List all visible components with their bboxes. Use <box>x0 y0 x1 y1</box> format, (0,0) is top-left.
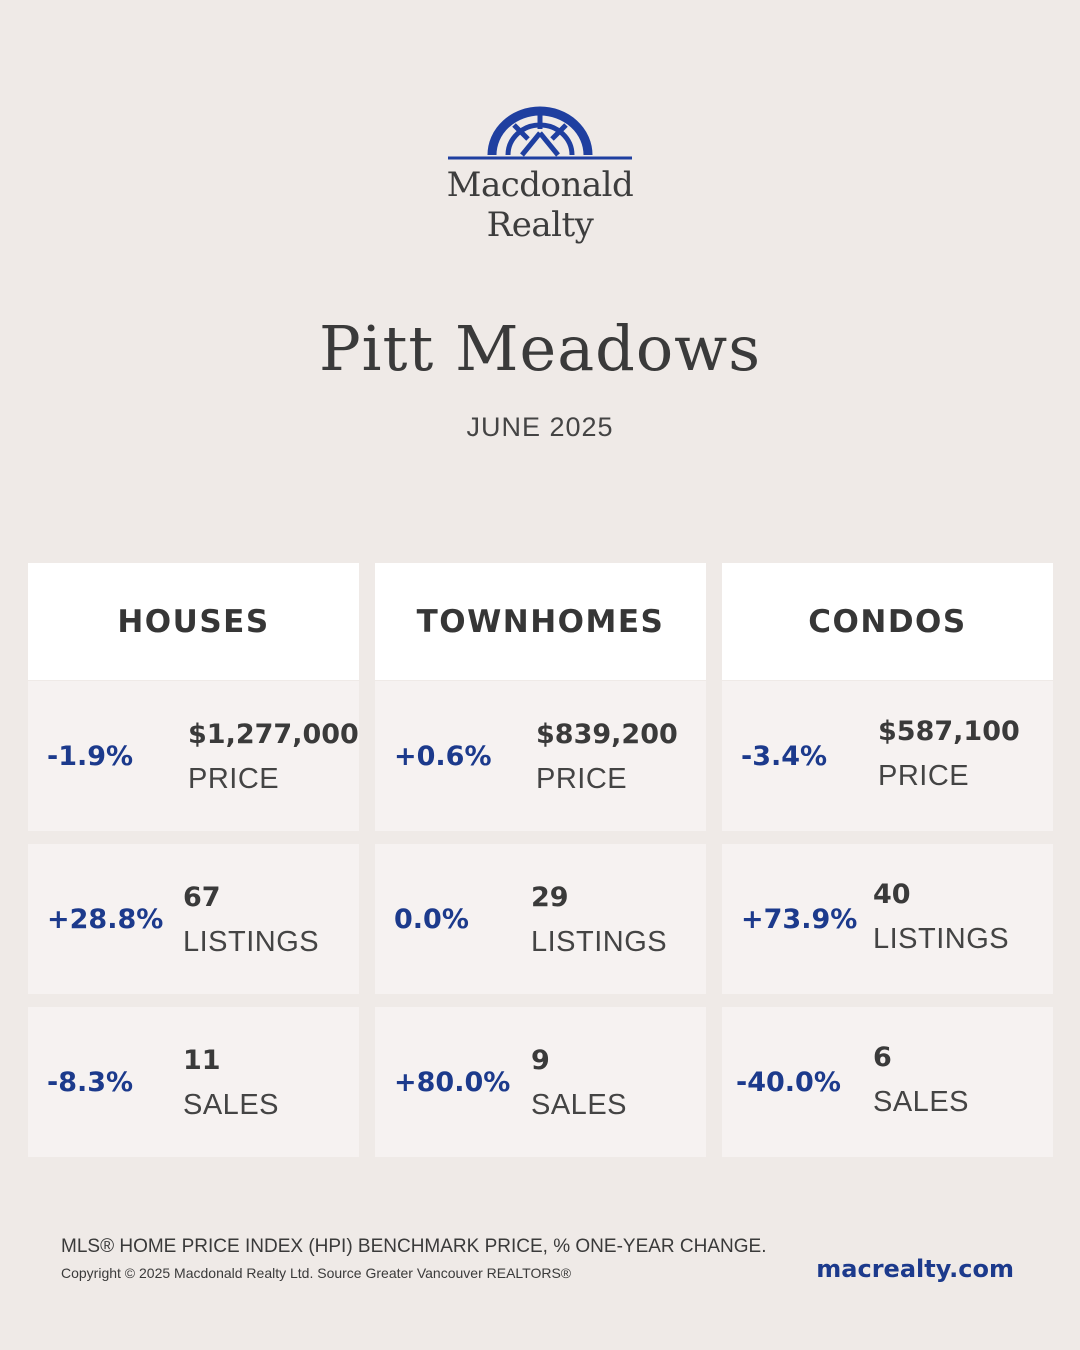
footer-copyright: Copyright © 2025 Macdonald Realty Ltd. Source Greater Vancouver REALTORS® <box>61 1265 572 1281</box>
column-header: TOWNHOMES <box>375 563 706 680</box>
stat-label: LISTINGS <box>531 926 668 958</box>
stat-label: SALES <box>531 1089 627 1121</box>
stat-card-price <box>28 681 359 831</box>
stat-value: 67 <box>183 882 221 913</box>
stat-card-listings <box>722 844 1053 994</box>
stat-value: $1,277,000 <box>188 719 359 750</box>
stat-value: 9 <box>531 1045 550 1076</box>
stat-card-price <box>375 681 706 831</box>
stat-value: 6 <box>873 1042 892 1073</box>
stat-card-listings <box>28 844 359 994</box>
stat-value: 11 <box>183 1045 221 1076</box>
column-townhomes <box>375 563 706 1121</box>
change-percent: -40.0% <box>736 1066 841 1098</box>
column-condos <box>722 563 1053 1118</box>
footer-note: MLS® HOME PRICE INDEX (HPI) BENCHMARK PRICE, % ONE-YEAR CHANGE. <box>61 1236 767 1257</box>
stat-value: $839,200 <box>536 719 678 750</box>
stat-value: 40 <box>873 879 911 910</box>
stat-value: 29 <box>531 882 569 913</box>
brand-name-line1: Macdonald <box>446 165 634 205</box>
column-header: HOUSES <box>28 563 359 680</box>
column-header: CONDOS <box>722 563 1053 680</box>
change-percent: +28.8% <box>47 903 164 935</box>
stat-value: $587,100 <box>878 716 1020 747</box>
stat-card-price <box>722 681 1053 831</box>
change-percent: 0.0% <box>394 903 469 935</box>
stat-card-listings <box>375 844 706 994</box>
arch-logo-icon <box>448 105 632 161</box>
brand-logo <box>0 105 1080 245</box>
page-subtitle: JUNE 2025 <box>466 412 614 442</box>
change-percent: -8.3% <box>47 1066 134 1098</box>
change-percent: -1.9% <box>47 740 134 772</box>
stat-label: SALES <box>873 1086 969 1118</box>
stat-card-sales <box>375 1007 706 1157</box>
stat-label: PRICE <box>536 763 628 795</box>
stat-label: PRICE <box>878 760 970 792</box>
stat-label: SALES <box>183 1089 279 1121</box>
stat-label: LISTINGS <box>183 926 320 958</box>
website-link[interactable]: macrealty.com <box>816 1255 1014 1283</box>
column-houses <box>28 563 359 1121</box>
change-percent: -3.4% <box>741 740 828 772</box>
change-percent: +0.6% <box>394 740 492 772</box>
page-title: Pitt Meadows <box>318 312 762 385</box>
stat-card-sales <box>722 1007 1053 1157</box>
stat-label: PRICE <box>188 763 280 795</box>
stat-label: LISTINGS <box>873 923 1010 955</box>
stat-card-sales <box>28 1007 359 1157</box>
brand-name-line2: Realty <box>486 205 594 245</box>
change-percent: +80.0% <box>394 1066 511 1098</box>
change-percent: +73.9% <box>741 903 858 935</box>
